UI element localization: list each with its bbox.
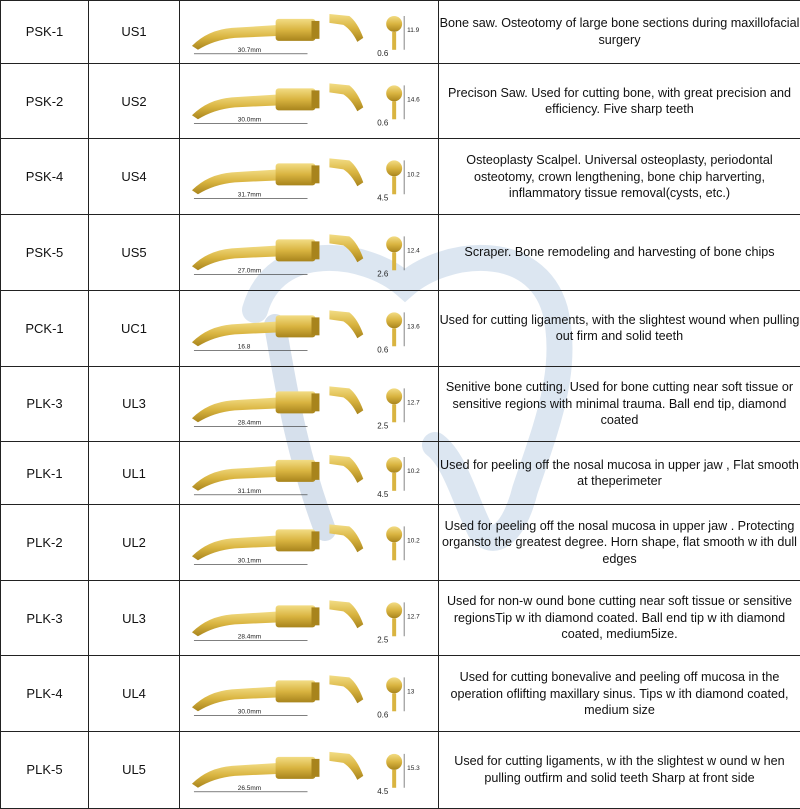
width-dimension-label: 0.6 [377,118,389,127]
dental-tip-illustration [180,139,438,214]
length-dimension-label: 30.7mm [238,47,261,54]
width-dimension-label: 0.6 [377,345,389,354]
length-dimension-label: 30.0mm [238,116,261,123]
model-cell: PLK-2 [1,505,89,581]
description-cell: Senitive bone cutting. Used for bone cutting near soft tissue or sensitive regions with minimal trauma. Ball end tip, diamond coated [439,366,800,442]
code-cell: UL3 [89,580,180,656]
description-cell: Used for cutting bonevalive and peeling off mucosa in the operation oflifting maxillary sinus. Tips w ith diamond coated, medium size [439,656,800,732]
dental-tip-illustration [180,732,438,808]
table-row [1,580,800,656]
table-row [1,442,800,505]
tip-image-cell [180,580,439,656]
height-dimension-label: 10.2 [407,468,420,475]
table-row [1,732,800,809]
description-cell: Bone saw. Osteotomy of large bone sections during maxillofacial surgery [439,1,800,64]
description-cell: Used for non-w ound bone cutting near soft tissue or sensitive regionsTip w ith diamond coated. Ball end tip w ith diamond coated, medium5ize. [439,580,800,656]
height-dimension-label: 12.4 [407,248,420,255]
tip-image-cell [180,215,439,291]
height-dimension-label: 10.2 [407,172,420,179]
code-cell: UL3 [89,366,180,442]
height-dimension-label: 12.7 [407,613,420,620]
height-dimension-label: 13.6 [407,323,420,330]
code-cell: UL4 [89,656,180,732]
length-dimension-label: 26.5mm [238,785,261,792]
tip-image-cell [180,1,439,64]
dental-tip-illustration [180,367,438,442]
code-cell: US5 [89,215,180,291]
dental-tip-illustration [180,1,438,63]
table-row [1,63,800,139]
code-cell: US4 [89,139,180,215]
dental-tip-illustration [180,581,438,656]
model-cell: PLK-3 [1,366,89,442]
width-dimension-label: 2.5 [377,421,389,430]
length-dimension-label: 30.0mm [238,709,261,716]
model-cell: PLK-5 [1,732,89,809]
description-cell: Used for peeling off the nosal mucosa in upper jaw . Protecting organsto the greatest degree. Horn shape, flat smooth w ith dull edges [439,505,800,581]
description-cell: Osteoplasty Scalpel. Universal osteoplasty, periodontal osteotomy, crown lengthening, bone chip harverting, inflammatory tissue removal(cysts, etc.) [439,139,800,215]
model-cell: PSK-5 [1,215,89,291]
height-dimension-label: 13 [407,689,415,696]
model-cell: PCK-1 [1,290,89,366]
model-cell: PLK-1 [1,442,89,505]
dental-tip-illustration [180,215,438,290]
dental-tip-illustration [180,291,438,366]
table-row [1,1,800,64]
dental-tip-illustration [180,505,438,580]
tip-image-cell [180,366,439,442]
model-cell: PLK-4 [1,656,89,732]
code-cell: US2 [89,63,180,139]
description-cell: Used for cutting ligaments, with the slightest wound when pulling out firm and solid teeth [439,290,800,366]
length-dimension-label: 31.7mm [238,192,261,199]
table-row [1,290,800,366]
length-dimension-label: 30.1mm [238,557,261,564]
tip-image-cell [180,656,439,732]
width-dimension-label: 0.6 [377,711,389,720]
width-dimension-label: 2.5 [377,635,389,644]
tip-image-cell [180,139,439,215]
height-dimension-label: 10.2 [407,537,420,544]
description-cell: Used for peeling off the nosal mucosa in upper jaw , Flat smooth at theperimeter [439,442,800,505]
model-cell: PSK-4 [1,139,89,215]
table-row [1,215,800,291]
code-cell: UL2 [89,505,180,581]
width-dimension-label: 4.5 [377,787,389,796]
length-dimension-label: 31.1mm [238,488,261,495]
code-cell: UC1 [89,290,180,366]
description-cell: Scraper. Bone remodeling and harvesting of bone chips [439,215,800,291]
model-cell: PLK-3 [1,580,89,656]
height-dimension-label: 15.3 [407,765,420,772]
tip-image-cell [180,290,439,366]
height-dimension-label: 11.9 [407,27,420,34]
description-cell: Precison Saw. Used for cutting bone, with great precision and efficiency. Five sharp teeth [439,63,800,139]
width-dimension-label: 0.6 [377,49,389,58]
width-dimension-label: 4.5 [377,490,389,499]
dental-tip-illustration [180,442,438,504]
tip-image-cell [180,732,439,809]
description-cell: Used for cutting ligaments, w ith the slightest w ound w hen pulling outfirm and solid teeth Sharp at front side [439,732,800,809]
dental-tip-illustration [180,656,438,731]
height-dimension-label: 12.7 [407,399,420,406]
table-row [1,505,800,581]
length-dimension-label: 28.4mm [238,419,261,426]
table-row [1,139,800,215]
width-dimension-label: 4.5 [377,194,389,203]
tip-image-cell [180,63,439,139]
model-cell: PSK-1 [1,1,89,64]
tip-image-cell [180,505,439,581]
tip-image-cell [180,442,439,505]
width-dimension-label: 2.6 [377,269,389,278]
table-row [1,656,800,732]
model-cell: PSK-2 [1,63,89,139]
length-dimension-label: 27.0mm [238,267,261,274]
length-dimension-label: 28.4mm [238,633,261,640]
dental-tip-illustration [180,64,438,139]
code-cell: UL1 [89,442,180,505]
code-cell: UL5 [89,732,180,809]
table-row [1,366,800,442]
height-dimension-label: 14.6 [407,96,420,103]
length-dimension-label: 16.8 [238,343,251,350]
code-cell: US1 [89,1,180,64]
